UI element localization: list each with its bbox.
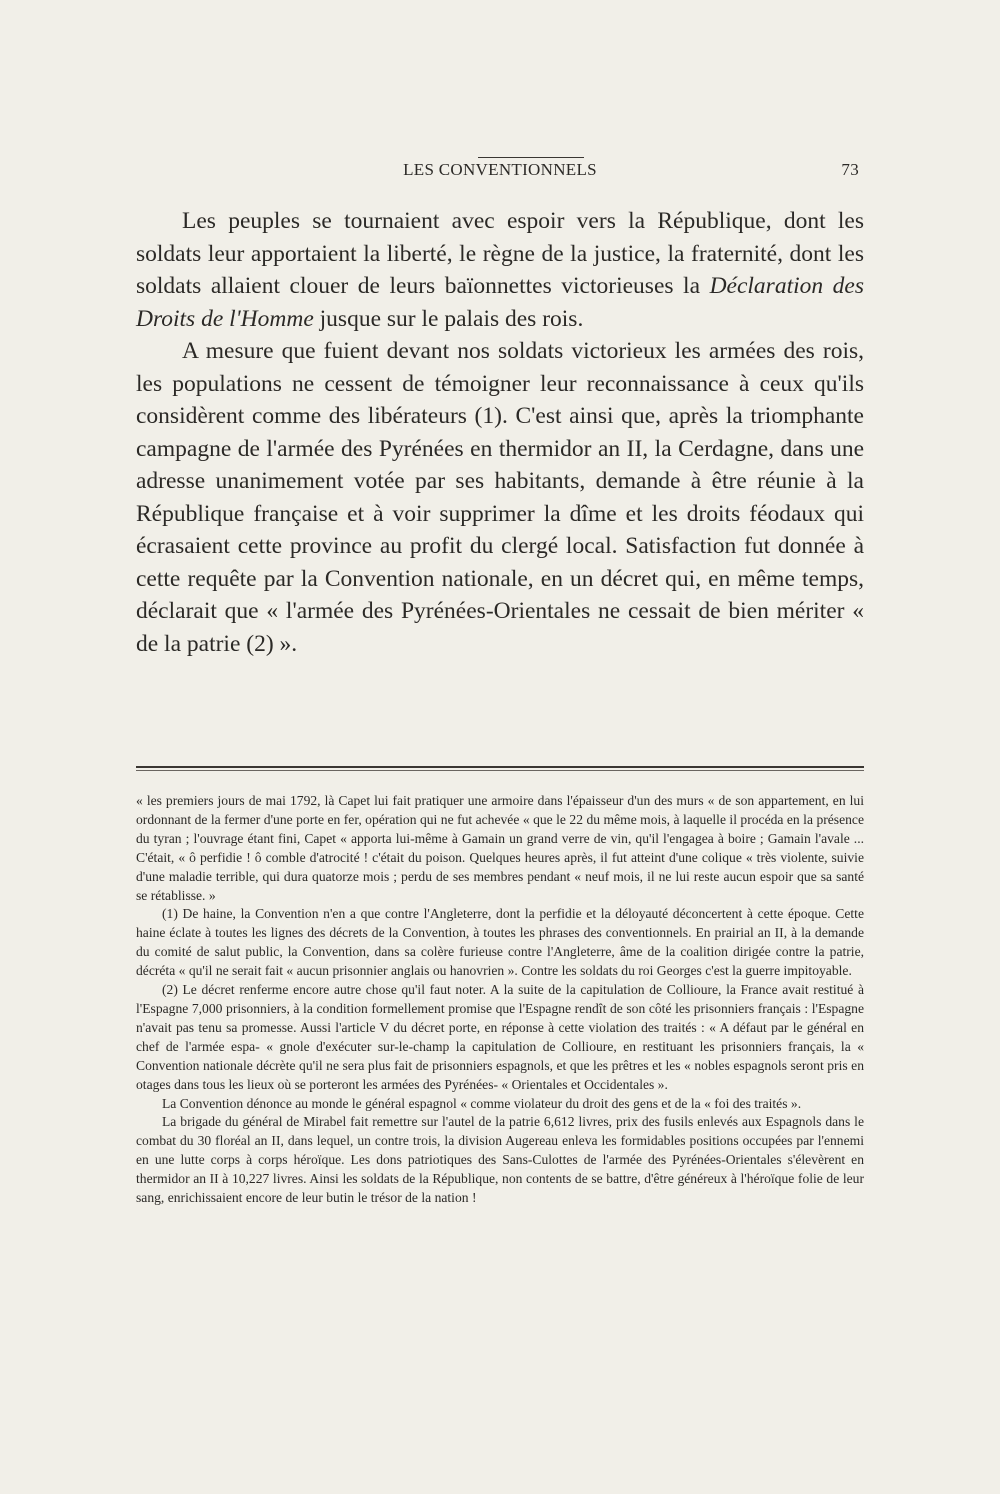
running-header: [135, 160, 865, 190]
paragraph-1-start: Les peuples se tournaient avec espoir vers la République, dont les soldats leur apportaient la liberté, le règne de la justice, la fraternité, dont les soldats allaient clouer de leurs baïonnettes victorieuses la: [136, 208, 864, 299]
paragraph-2: A mesure que fuient devant nos soldats victorieux les armées des rois, les populations ne cessent de témoigner leur reconnaissance à ceux qu'ils considèrent comme des libérateurs (1). C'est ainsi que, après la triomphante campagne de l'armée des Pyrénées en thermidor an II, la Cerdagne, dans une adresse unanimement votée par ses habitants, demande à être réunie à la République française et à voir supprimer la dîme et les droits féodaux qui écrasaient cette province au profit du clergé local. Satisfaction fut donnée à cette requête par la Convention nationale, en un décret qui, en même temps, déclarait que « l'armée des Pyrénées-Orientales ne cessait de bien mériter « de la patrie (2) ».: [136, 338, 864, 657]
running-title: LES CONVENTIONNELS: [403, 160, 597, 179]
footnote-continuation: « les premiers jours de mai 1792, là Capet lui fait pratiquer une armoire dans l'épaisseur d'un des murs « de son appartement, en lui ordonnant de la fermer d'une porte en fer, opération qui ne fut achevée « que le 22 du même mois, à laquelle il procéda en la présence du tyran ; l'ouvrage étant fini, Capet « apporta lui-même à Gamain un grand verre de vin, qu'il l'engagea à boire ; Gamain l'avale ... C'était, « ô perfidie ! ô comble d'atrocité ! c'était du poison. Quelques heures après, il fut atteint d'une colique « très violente, suivie d'une maladie terrible, qui dura quatorze mois ; perdu de ses membres pendant « neuf mois, il ne lui reste aucun espoir que sa santé se rétablisse. »: [136, 793, 864, 903]
footnote-1: (1) De haine, la Convention n'en a que contre l'Angleterre, dont la perfidie et la déloyauté déconcertent à cette époque. Cette haine éclate à toutes les lignes des décrets de la Convention, à toutes les phrases des conventionnels. En prairial an II, à la demande du comité de salut public, la Convention, dans sa colère furieuse contre l'Angleterre, âme de la coalition dirigée contre la patrie, décréta « qu'il ne serait fait « aucun prisonnier anglais ou hanovrien ». Contre les soldats du roi Georges c'est la guerre impitoyable.: [136, 906, 864, 979]
declaration-title: Déclaration des Droits de l'Homme: [136, 273, 864, 332]
footnote-separator: [136, 766, 864, 768]
footnote-2-paragraph-b: La Convention dénonce au monde le général espagnol « comme violateur du droit des gens et de la « foi des traités ».: [162, 1095, 802, 1111]
footnote-2: (2) Le décret renferme encore autre chose qu'il faut noter. A la suite de la capitulation de Collioure, la France avait restitué à l'Espagne 7,000 prisonniers, à la condition formellement promise que l'Espagne rendît de son côté les prisonniers français : l'Espagne n'avait pas tenu sa promesse. Aussi l'article V du décret porte, en réponse à cette violation des traités : « A défaut par le général en chef de l'armée espa- « gnole d'exécuter sur-le-champ la capitulation de Collioure, en restituant les prisonniers français, la « Convention nationale décrète qu'il ne sera plus fait de prisonniers espagnols, et que les prêtres et les « nobles espagnols seront pris en otages dans tous les lieux où se porteront les armées des Pyrénées- « Orientales et Occidentales ».: [136, 982, 864, 1092]
paragraph-1-end: jusque sur le palais des rois.: [313, 305, 584, 332]
footnotes: [136, 792, 864, 1208]
footnote-separator-thin: [136, 770, 864, 771]
page-number: 73: [841, 160, 859, 179]
paragraph-1: [136, 205, 864, 335]
footnote-2-paragraph-c: La brigade du général de Mirabel fait remettre sur l'autel de la patrie 6,612 livres, prix des fusils enlevés aux Espagnols dans le combat du 30 floréal an II, dans lequel, un contre trois, la division Augereau enleva les formidables positions occupées par l'ennemi en une lutte corps à corps héroïque. Les dons patriotiques des Sans-Culottes de l'armée des Pyrénées-Orientales s'élevèrent en thermidor an II à 10,227 livres. Ainsi les soldats de la République, non contents de se battre, d'être généreux à l'héroïque folie de leur sang, enrichissaient encore de leur butin le trésor de la nation !: [136, 1114, 864, 1206]
title-overline: [478, 157, 584, 158]
main-text: [136, 205, 864, 660]
